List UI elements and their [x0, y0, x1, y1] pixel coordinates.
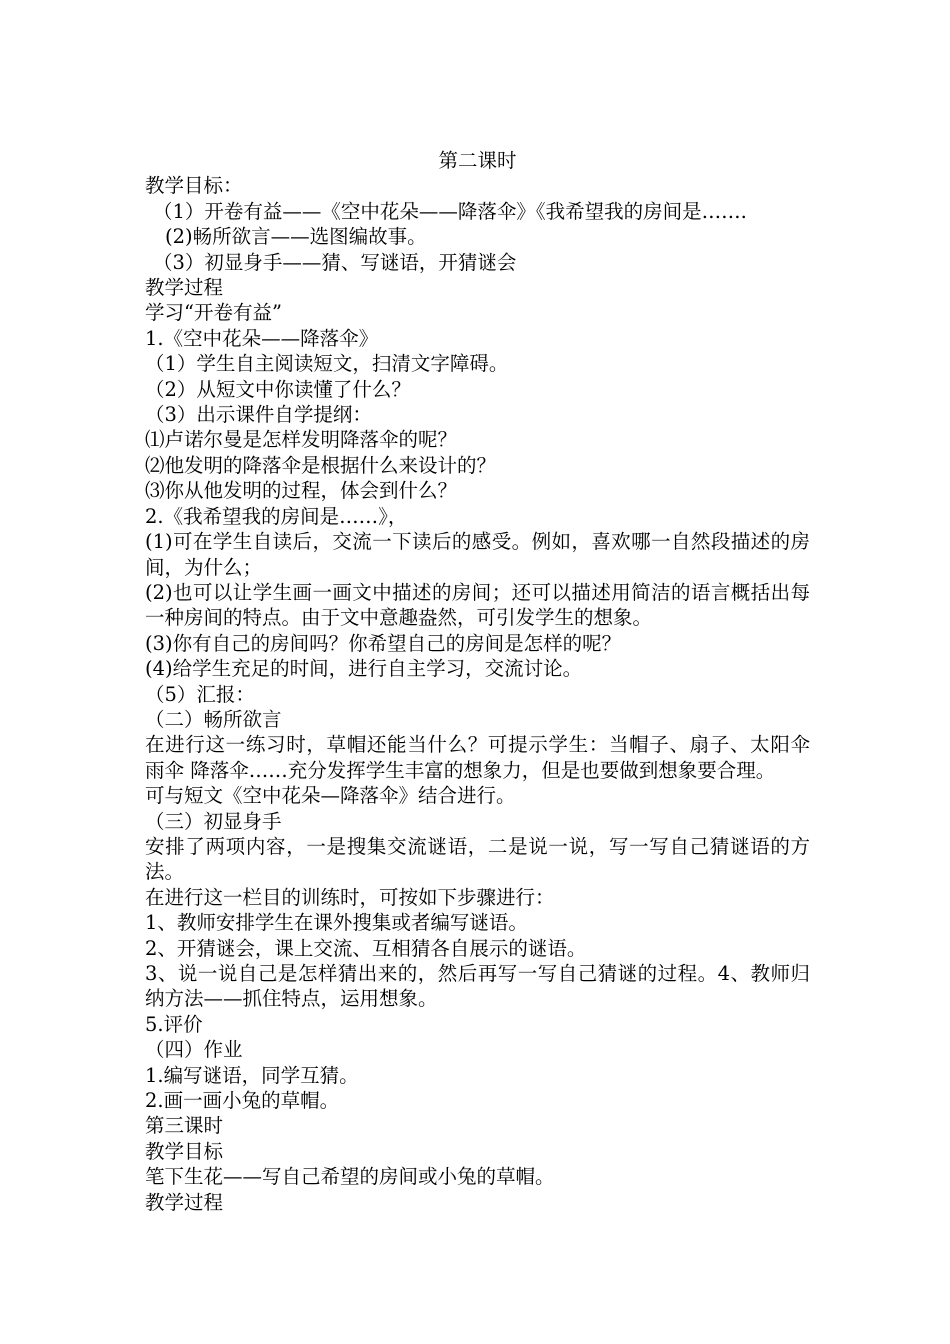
text-line: ⑴卢诺尔曼是怎样发明降落伞的呢？ — [145, 428, 458, 452]
section-heading: （四）作业 — [145, 1038, 243, 1062]
heading-teaching-process: 教学过程 — [145, 1190, 224, 1214]
text-line: 1.《空中花朵——降落伞》 — [145, 326, 379, 350]
section-heading: （二）畅所欲言 — [145, 707, 282, 731]
text-line: 在进行这一栏目的训练时，可按如下步骤进行： — [145, 885, 555, 909]
text-paragraph: (2)也可以让学生画一画文中描述的房间；还可以描述用简洁的语言概括出每一种房间的特点。由于文中意趣盎然，可引发学生的想象。 — [145, 580, 810, 630]
goal-item-2: (2)畅所欲言——选图编故事。 — [165, 225, 427, 249]
text-line: (4)给学生充足的时间，进行自主学习，交流讨论。 — [145, 657, 583, 681]
section-heading: 学习“开卷有益” — [145, 301, 282, 325]
text-line: 1.编写谜语，同学互猜。 — [145, 1063, 359, 1087]
heading-teaching-process: 教学过程 — [145, 276, 224, 300]
text-line: 可与短文《空中花朵—降落伞》结合进行。 — [145, 784, 516, 808]
text-line: ⑵他发明的降落伞是根据什么来设计的？ — [145, 453, 497, 477]
text-paragraph: 安排了两项内容，一是搜集交流谜语，二是说一说，写一写自己猜谜语的方法。 — [145, 834, 810, 884]
text-line: （2）从短文中你读懂了什么？ — [145, 377, 411, 401]
text-line: 5.评价 — [145, 1012, 203, 1036]
text-line: (3)你有自己的房间吗？你希望自己的房间是怎样的呢？ — [145, 631, 622, 655]
text-paragraph: 在进行这一练习时，草帽还能当什么？可提示学生：当帽子、扇子、太阳伞 雨伞 降落伞……充分发挥学生丰富的想象力，但是也要做到想象要合理。 — [145, 733, 810, 782]
text-line: （5）汇报： — [145, 682, 255, 706]
text-line: 笔下生花——写自己希望的房间或小兔的草帽。 — [145, 1165, 555, 1189]
document-page — [145, 148, 810, 1215]
text-line: 2.《我希望我的房间是……》， — [145, 504, 408, 528]
text-line: （3）出示课件自学提纲： — [145, 403, 372, 427]
text-line: 2.画一画小兔的草帽。 — [145, 1089, 340, 1113]
section-heading: （三）初显身手 — [145, 809, 282, 833]
text-paragraph: (1)可在学生自读后，交流一下读后的感受。例如，喜欢哪一自然段描述的房间，为什么； — [145, 530, 810, 579]
text-line: （1）学生自主阅读短文，扫清文字障碍。 — [145, 352, 509, 376]
lesson-heading: 第三课时 — [145, 1114, 224, 1138]
text-line: ⑶你从他发明的过程，体会到什么？ — [145, 479, 458, 503]
lesson-title: 第二课时 — [438, 149, 517, 172]
goal-item-1: （1）开卷有益——《空中花朵——降落伞》《我希望我的房间是……. — [153, 199, 747, 223]
heading-teaching-goals: 教学目标 — [145, 1139, 224, 1163]
text-line: 2、开猜谜会，课上交流、互相猜各自展示的谜语。 — [145, 936, 587, 960]
heading-teaching-goals: 教学目标： — [145, 174, 243, 198]
text-paragraph: 3、说一说自己是怎样猜出来的，然后再写一写自己猜谜的过程。4、教师归纳方法——抓住特点，运用想象。 — [145, 962, 810, 1011]
goal-item-3: （3）初显身手——猜、写谜语，开猜谜会 — [153, 250, 517, 274]
text-line: 1、教师安排学生在课外搜集或者编写谜语。 — [145, 911, 528, 935]
